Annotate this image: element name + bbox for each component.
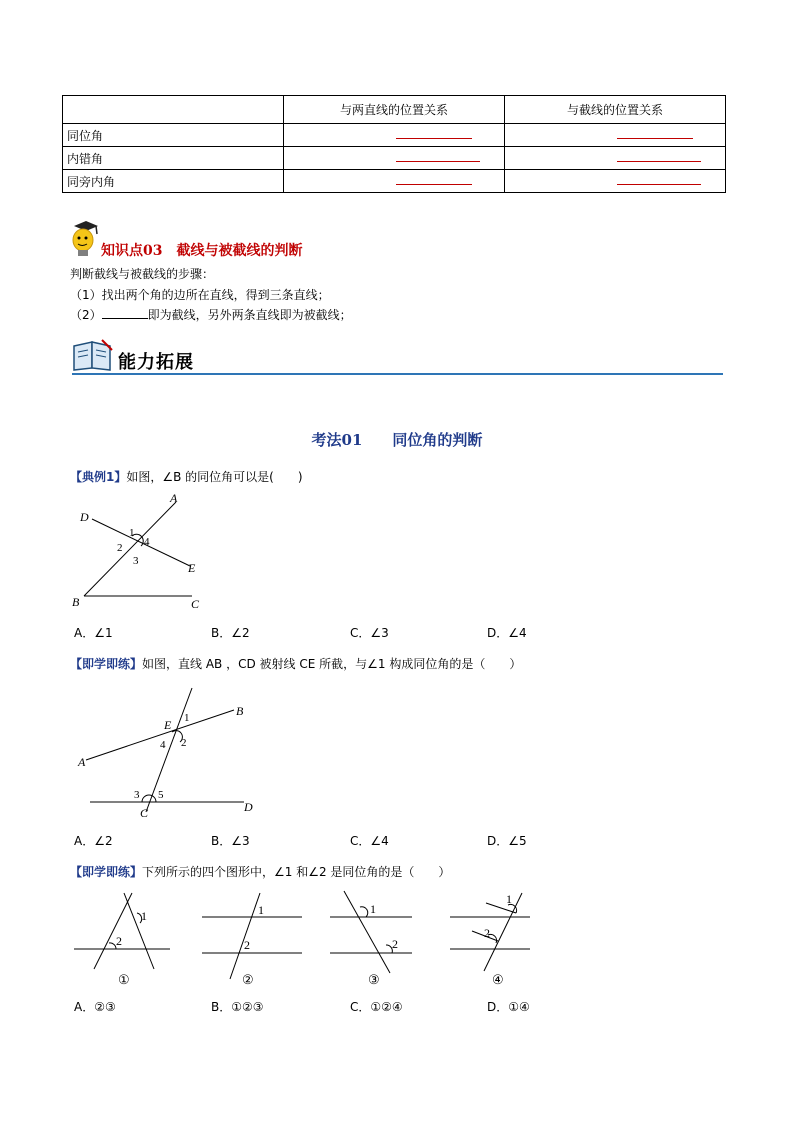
label-angle-4: 4 bbox=[144, 536, 150, 548]
label-angle-1: 1 bbox=[184, 712, 190, 724]
table-row bbox=[63, 147, 726, 170]
kp-step-1: （1）找出两个角的边所在直线，得到三条直线； bbox=[70, 288, 330, 302]
label-D: D bbox=[244, 800, 253, 814]
question-tag: 【即学即练】 bbox=[70, 865, 143, 879]
fig4-label-1: 1 bbox=[506, 892, 512, 906]
fig2-label-1: 1 bbox=[258, 903, 264, 917]
fig4-label-2: 2 bbox=[484, 926, 490, 940]
label-angle-4: 4 bbox=[160, 739, 166, 751]
question-3 bbox=[70, 863, 450, 880]
option-d[interactable]: D．∠5 bbox=[487, 834, 527, 848]
kp-intro: 判断截线与被截线的步骤： bbox=[70, 267, 215, 281]
kp-step-2-suffix: 即为截线，另外两条直线即为被截线； bbox=[147, 308, 352, 322]
section-title: 能力拓展 bbox=[118, 352, 194, 373]
label-C: C bbox=[140, 806, 149, 820]
fig3-caption: ③ bbox=[368, 972, 380, 987]
fig1-label-1: 1 bbox=[141, 909, 147, 923]
option-a[interactable]: A．∠1 bbox=[74, 626, 113, 640]
label-angle-5: 5 bbox=[158, 789, 164, 801]
answer-blank[interactable] bbox=[396, 128, 472, 139]
kp-step-2-prefix: （2） bbox=[70, 308, 102, 322]
label-angle-3: 3 bbox=[133, 555, 139, 567]
label-angle-3: 3 bbox=[134, 789, 140, 801]
option-a[interactable]: A．∠2 bbox=[74, 834, 113, 848]
option-b[interactable]: B．①②③ bbox=[211, 1000, 264, 1014]
table-row-label: 同位角 bbox=[63, 124, 284, 147]
table-header-cell: 与截线的位置关系 bbox=[505, 96, 726, 124]
label-B: B bbox=[236, 704, 244, 718]
fig3-label-2: 2 bbox=[392, 937, 398, 951]
option-d[interactable]: D．∠4 bbox=[487, 626, 527, 640]
question-tag: 【即学即练】 bbox=[70, 657, 143, 671]
label-D: D bbox=[80, 510, 89, 524]
answer-blank[interactable] bbox=[396, 151, 480, 162]
option-c[interactable]: C．∠3 bbox=[350, 626, 389, 640]
option-c[interactable]: C．∠4 bbox=[350, 834, 389, 848]
scholar-bulb-icon bbox=[66, 220, 100, 260]
question-text: 下列所示的四个图形中，∠1 和∠2 是同位角的是（ ） bbox=[142, 865, 451, 879]
fig3-label-1: 1 bbox=[370, 902, 376, 916]
question-tag: 【典例1】 bbox=[70, 470, 127, 484]
answer-blank[interactable] bbox=[617, 151, 701, 162]
option-b[interactable]: B．∠2 bbox=[211, 626, 250, 640]
answer-blank[interactable] bbox=[617, 174, 701, 185]
figure-q3 bbox=[60, 885, 540, 990]
exam-title: 考法01 同位角的判断 bbox=[311, 431, 483, 449]
question-1 bbox=[70, 468, 303, 485]
answer-blank[interactable] bbox=[617, 128, 693, 139]
section-rule bbox=[72, 373, 723, 375]
figure-q1 bbox=[66, 486, 216, 616]
label-angle-2: 2 bbox=[117, 542, 123, 554]
table-row bbox=[63, 124, 726, 147]
fig2-caption: ② bbox=[242, 972, 254, 987]
label-A: A bbox=[170, 491, 178, 505]
book-icon bbox=[72, 338, 114, 372]
question-text: 如图，∠B 的同位角可以是( ) bbox=[126, 470, 303, 484]
label-angle-2: 2 bbox=[181, 737, 187, 749]
kp-step-2 bbox=[70, 306, 352, 323]
label-A: A bbox=[78, 755, 86, 769]
table-row-label: 内错角 bbox=[63, 147, 284, 170]
answer-blank[interactable] bbox=[396, 174, 472, 185]
option-a[interactable]: A．②③ bbox=[74, 1000, 116, 1014]
option-c[interactable]: C．①②④ bbox=[350, 1000, 403, 1014]
fig4-caption: ④ bbox=[492, 972, 504, 987]
fig2-label-2: 2 bbox=[244, 938, 250, 952]
label-E: E bbox=[164, 718, 172, 732]
answer-blank[interactable] bbox=[102, 306, 148, 319]
fig1-label-2: 2 bbox=[116, 934, 122, 948]
label-angle-1: 1 bbox=[129, 527, 135, 539]
table-row bbox=[63, 170, 726, 193]
table-header-cell bbox=[63, 96, 284, 124]
knowledge-point-title: 知识点03 截线与被截线的判断 bbox=[101, 243, 303, 259]
question-2 bbox=[70, 655, 521, 672]
option-d[interactable]: D．①④ bbox=[487, 1000, 530, 1014]
option-b[interactable]: B．∠3 bbox=[211, 834, 250, 848]
label-C: C bbox=[191, 597, 200, 611]
label-E: E bbox=[188, 561, 196, 575]
fig1-caption: ① bbox=[118, 972, 130, 987]
question-text: 如图，直线 AB ，CD 被射线 CE 所截，与∠1 构成同位角的是（ ） bbox=[142, 657, 522, 671]
label-B: B bbox=[72, 595, 80, 609]
figure-q2 bbox=[66, 684, 266, 824]
table-header-cell: 与两直线的位置关系 bbox=[284, 96, 505, 124]
relation-table bbox=[62, 95, 726, 193]
table-row-label: 同旁内角 bbox=[63, 170, 284, 193]
